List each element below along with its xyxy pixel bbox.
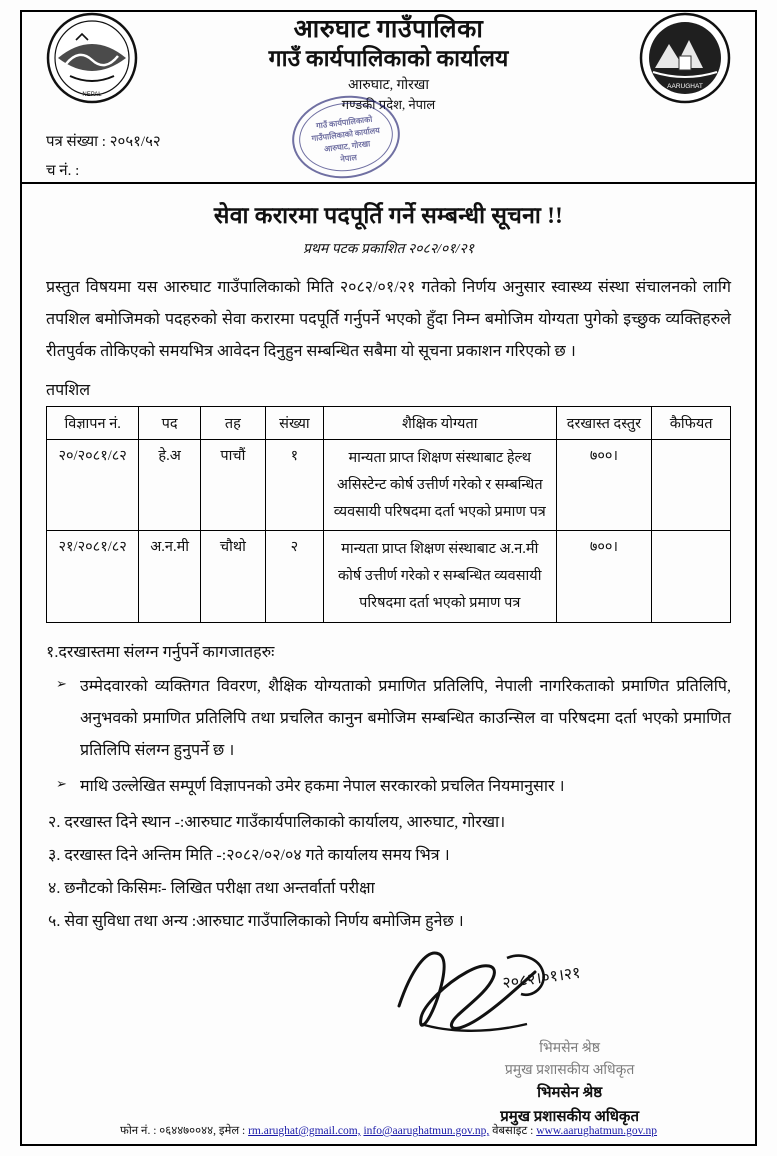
documents-required-heading: १.दरखास्तमा संलग्न गर्नुपर्ने कागजातहरुः bbox=[46, 643, 275, 661]
chalani-number: च नं. : bbox=[46, 162, 80, 179]
cell-count: २ bbox=[265, 531, 323, 622]
document-body bbox=[46, 190, 731, 1126]
column-header-fee: दरखास्त दस्तुर bbox=[556, 407, 652, 440]
cell-post: हे.अ bbox=[139, 440, 201, 531]
vacancy-table bbox=[46, 406, 731, 623]
border-right bbox=[755, 10, 757, 1146]
conditions-section bbox=[46, 637, 731, 938]
column-header-remark: कैफियत bbox=[652, 407, 731, 440]
cell-level: पाचौं bbox=[200, 440, 265, 531]
cell-qualification: मान्यता प्राप्त शिक्षण संस्थाबाट हेल्थ असिस्टेन्ट कोर्ष उत्तीर्ण गरेको र सम्बन्धित व्यवसायी परिषदमा दर्ता भएको प्रमाण पत्र bbox=[323, 440, 556, 531]
footer-email-label: इमेल : bbox=[218, 1125, 246, 1137]
list-item: ५. सेवा सुविधा तथा अन्य :आरुघाट गाउँपालिकाको निर्णय बमोजिम हुनेछ । bbox=[48, 912, 464, 930]
table-row bbox=[47, 531, 731, 622]
table-header-row bbox=[47, 407, 731, 440]
stamp-line4: नेपाल bbox=[339, 152, 358, 164]
reference-block bbox=[46, 128, 161, 185]
cell-level: चौथो bbox=[200, 531, 265, 622]
letter-number: पत्र संख्या : २०५१/५२ bbox=[46, 134, 161, 150]
table-row bbox=[47, 440, 731, 531]
footer-phone: फोन नं. : ०६४४७००४४, bbox=[119, 1125, 216, 1137]
org-name-line1: आरुघाट गाउँपालिका bbox=[293, 16, 484, 43]
column-header-post: पद bbox=[139, 407, 201, 440]
border-bottom bbox=[20, 1144, 757, 1146]
column-header-ad-no: विज्ञापन नं. bbox=[47, 407, 139, 440]
signature-date: २०८२।०१।२१ bbox=[501, 964, 583, 993]
stamp-line3: आरुघाट, गोरखा bbox=[323, 139, 371, 154]
cell-fee: ७००। bbox=[556, 440, 652, 531]
border-left bbox=[20, 10, 22, 1146]
column-header-qualification: शैक्षिक योग्यता bbox=[323, 407, 556, 440]
org-address: आरुघाट, गोरखा bbox=[348, 78, 429, 93]
signatory-details bbox=[500, 1038, 639, 1129]
cell-post: अ.न.मी bbox=[139, 531, 201, 622]
svg-text:NEPAL: NEPAL bbox=[82, 92, 102, 98]
footer-email-2[interactable]: info@aarughatmun.gov.np, bbox=[363, 1125, 490, 1137]
column-header-level: तह bbox=[200, 407, 265, 440]
svg-text:AARUGHAT: AARUGHAT bbox=[667, 83, 703, 90]
cell-ad-no: २१/२०८१/८२ bbox=[47, 531, 139, 622]
municipality-emblem-icon bbox=[639, 12, 731, 104]
cell-count: १ bbox=[265, 440, 323, 531]
column-header-count: संख्या bbox=[265, 407, 323, 440]
footer-email-1[interactable]: rm.arughat@gmail.com, bbox=[248, 1125, 361, 1137]
handwritten-signature-icon bbox=[381, 928, 611, 1048]
header-divider bbox=[20, 182, 757, 184]
notice-paragraph: प्रस्तुत विषयमा यस आरुघाट गाउँपालिकाको मिति २०८२/०१/२१ गतेको निर्णय अनुसार स्वास्थ्य संस्था संचालनको लागि तपशिल बमोजिमको पदहरुको सेवा करारमा पदपूर्ति गर्नुपर्ने भएको हुँदा निम्न बमोजिम योग्यता पुगेको इच्छुक व्यक्तिहरुले रीतपुर्वक तोकिएको समयभित्र आवेदन दिनुहुन सम्बन्धित सबैमा यो सूचना प्रकाशन गरिएको छ । bbox=[46, 279, 731, 360]
list-item: ४. छनौटको किसिमः- लिखित परीक्षा तथा अन्तर्वार्ता परीक्षा bbox=[48, 879, 375, 897]
org-province: गण्डकी प्रदेश, नेपाल bbox=[341, 96, 436, 112]
cell-ad-no: २०/२०८१/८२ bbox=[47, 440, 139, 531]
cell-fee: ७००। bbox=[556, 531, 652, 622]
publication-date: प्रथम पटक प्रकाशित २०८२/०१/२१ bbox=[302, 242, 475, 257]
stamp-line2: गाउँपालिकाको कार्यालय bbox=[311, 125, 381, 144]
list-item: ➢ उम्मेदवारको व्यक्तिगत विवरण, शैक्षिक योग्यताको प्रमाणित प्रतिलिपि, नेपाली नागरिकताको प्रमाणित प्रतिलिपि, अनुभवको प्रमाणित प्रतिलिपि तथा प्रचलित कानुन बमोजिम सम्बन्धित काउन्सिल वा परिषदमा दर्ता भएको प्रमाणित प्रतिलिपि संलग्न हुनुपर्ने छ । bbox=[46, 671, 731, 767]
stamp-line1: गाउँ कार्यपालिकाको bbox=[315, 114, 373, 131]
details-label: तपशिल bbox=[46, 382, 91, 399]
list-item: २. दरखास्त दिने स्थान -:आरुघाट गाउँकार्यपालिकाको कार्यालय, आरुघाट, गोरखा। bbox=[48, 813, 506, 831]
organization-heading bbox=[150, 14, 627, 114]
documents-required-list bbox=[46, 671, 731, 803]
org-name-line2: गाउँ कार्यपालिकाको कार्यालय bbox=[268, 46, 509, 72]
cell-remark bbox=[652, 531, 731, 622]
footer-website[interactable]: www.aarughatmun.gov.np bbox=[536, 1125, 658, 1137]
notice-title: सेवा करारमा पदपूर्ति गर्ने सम्बन्धी सूचना !! bbox=[213, 203, 564, 228]
cell-remark bbox=[652, 440, 731, 531]
cell-qualification: मान्यता प्राप्त शिक्षण संस्थाबाट अ.न.मी कोर्ष उत्तीर्ण गरेको र सम्बन्धित व्यवसायी परिषदमा दर्ता भएको प्रमाण पत्र bbox=[323, 531, 556, 622]
list-item: ३. दरखास्त दिने अन्तिम मिति -:२०८२/०२/०४ गते कार्यालय समय भित्र । bbox=[48, 846, 450, 864]
signatory-title: प्रमुख प्रशासकीय अधिकृत bbox=[500, 1109, 639, 1126]
signatory-title-faint: प्रमुख प्रशासकीय अधिकृत bbox=[504, 1062, 635, 1078]
signatory-name-faint: भिमसेन श्रेष्ठ bbox=[539, 1040, 600, 1056]
document-footer bbox=[20, 1123, 757, 1138]
list-item: ➢ माथि उल्लेखित सम्पूर्ण विज्ञापनको उमेर हकमा नेपाल सरकारको प्रचलित नियमानुसार । bbox=[46, 771, 731, 803]
signatory-name: भिमसेन श्रेष्ठ bbox=[537, 1085, 603, 1102]
footer-website-label: वेबसाइट : bbox=[492, 1125, 534, 1137]
nepal-government-emblem-icon bbox=[46, 12, 138, 104]
signature-block bbox=[46, 942, 731, 1126]
conditions-list bbox=[46, 807, 731, 938]
